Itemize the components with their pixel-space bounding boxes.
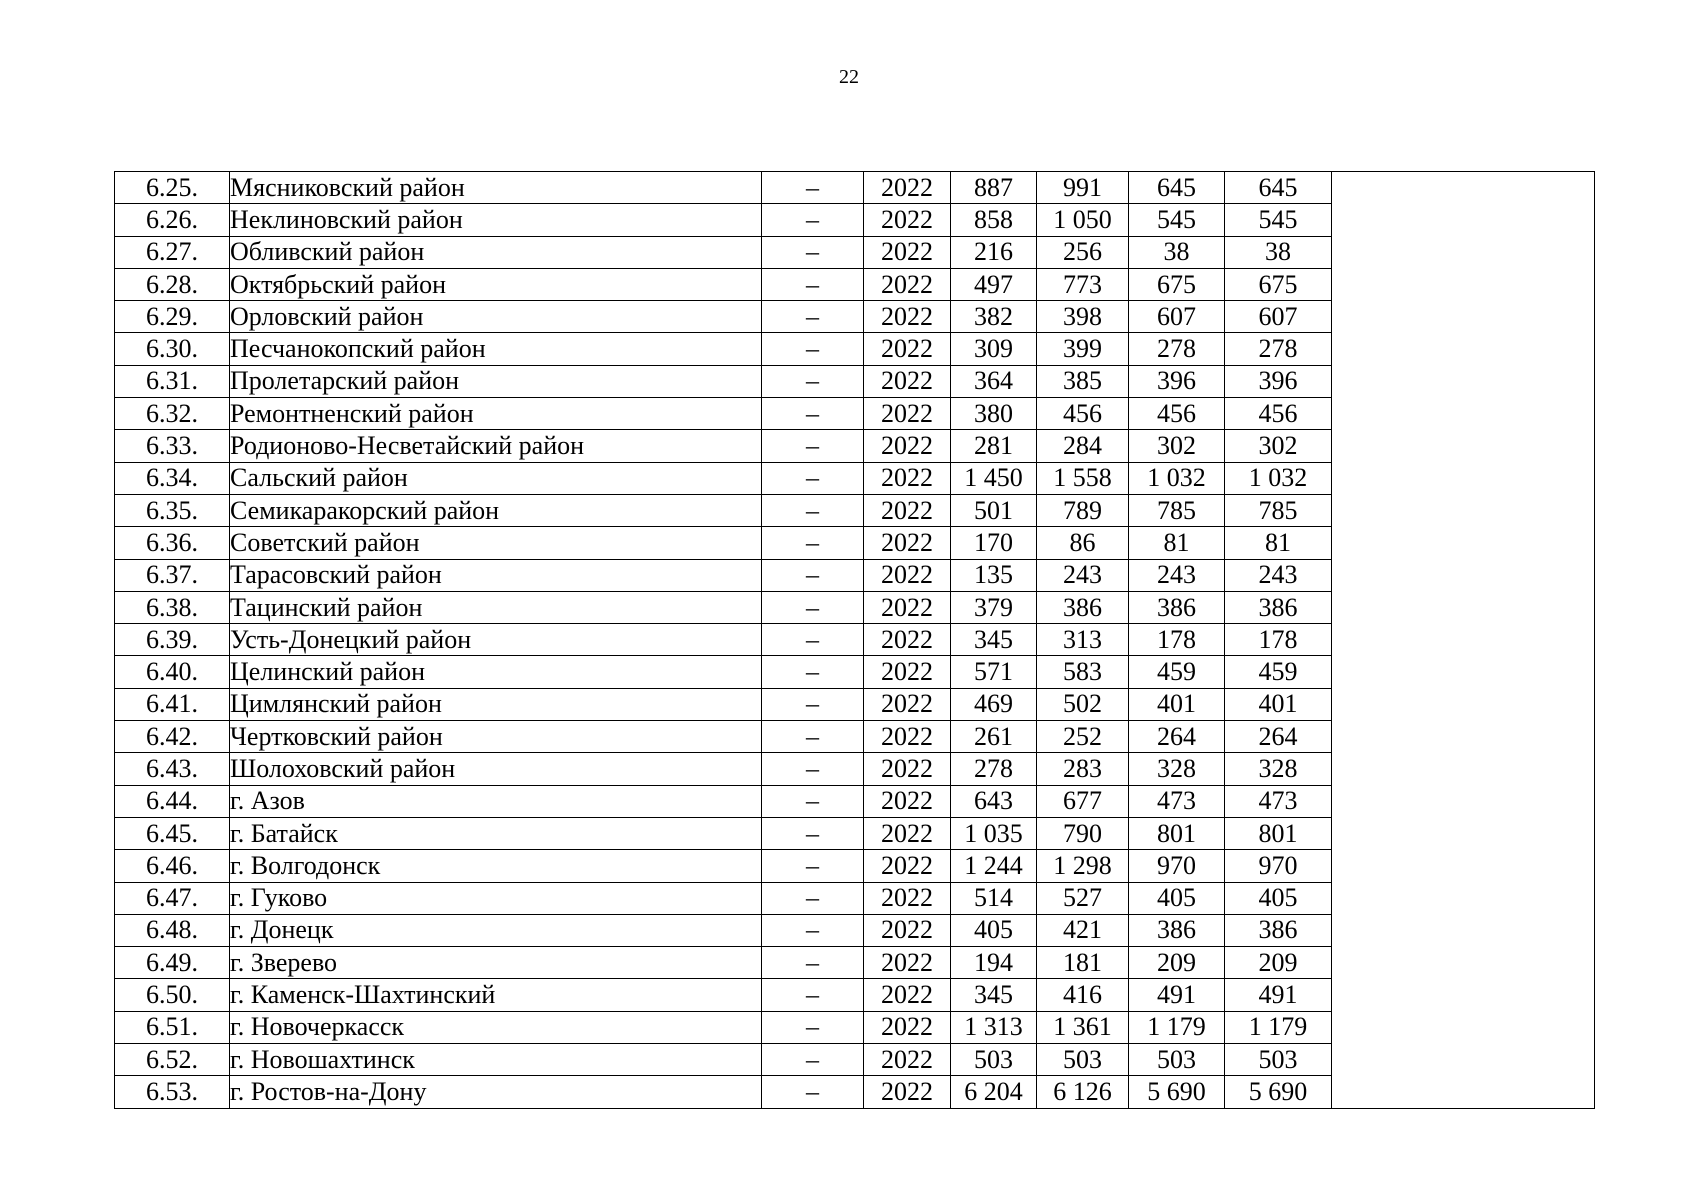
value-4-cell: 1 032 [1225, 462, 1332, 494]
year-cell: 2022 [864, 462, 951, 494]
year-cell: 2022 [864, 817, 951, 849]
value-4-cell: 503 [1225, 1044, 1332, 1076]
dash-cell: – [762, 398, 864, 430]
year-cell: 2022 [864, 527, 951, 559]
dash-cell: – [762, 559, 864, 591]
value-3-cell: 675 [1129, 268, 1225, 300]
value-2-cell: 773 [1037, 268, 1129, 300]
dash-cell: – [762, 817, 864, 849]
dash-cell: – [762, 236, 864, 268]
dash-cell: – [762, 1011, 864, 1043]
value-2-cell: 284 [1037, 430, 1129, 462]
value-3-cell: 491 [1129, 979, 1225, 1011]
year-cell: 2022 [864, 172, 951, 204]
value-3-cell: 801 [1129, 817, 1225, 849]
value-1-cell: 643 [951, 785, 1037, 817]
value-1-cell: 216 [951, 236, 1037, 268]
district-name-cell: Тацинский район [230, 591, 762, 623]
value-4-cell: 81 [1225, 527, 1332, 559]
row-number-cell: 6.31. [115, 365, 230, 397]
dash-cell: – [762, 914, 864, 946]
dash-cell: – [762, 1076, 864, 1108]
year-cell: 2022 [864, 850, 951, 882]
dash-cell: – [762, 624, 864, 656]
value-4-cell: 491 [1225, 979, 1332, 1011]
value-3-cell: 645 [1129, 172, 1225, 204]
value-1-cell: 6 204 [951, 1076, 1037, 1108]
value-1-cell: 1 450 [951, 462, 1037, 494]
district-name-cell: Орловский район [230, 301, 762, 333]
value-2-cell: 6 126 [1037, 1076, 1129, 1108]
value-4-cell: 396 [1225, 365, 1332, 397]
value-3-cell: 545 [1129, 204, 1225, 236]
district-name-cell: Родионово-Несветайский район [230, 430, 762, 462]
value-2-cell: 991 [1037, 172, 1129, 204]
dash-cell: – [762, 333, 864, 365]
dash-cell: – [762, 721, 864, 753]
value-1-cell: 501 [951, 494, 1037, 526]
dash-cell: – [762, 301, 864, 333]
district-name-cell: Пролетарский район [230, 365, 762, 397]
value-4-cell: 5 690 [1225, 1076, 1332, 1108]
value-2-cell: 527 [1037, 882, 1129, 914]
row-number-cell: 6.51. [115, 1011, 230, 1043]
year-cell: 2022 [864, 591, 951, 623]
district-name-cell: Советский район [230, 527, 762, 559]
value-4-cell: 386 [1225, 914, 1332, 946]
value-3-cell: 5 690 [1129, 1076, 1225, 1108]
data-table [114, 171, 1595, 1109]
value-4-cell: 302 [1225, 430, 1332, 462]
value-2-cell: 399 [1037, 333, 1129, 365]
district-name-cell: г. Ростов-на-Дону [230, 1076, 762, 1108]
value-1-cell: 364 [951, 365, 1037, 397]
value-2-cell: 502 [1037, 688, 1129, 720]
dash-cell: – [762, 365, 864, 397]
row-number-cell: 6.25. [115, 172, 230, 204]
value-4-cell: 38 [1225, 236, 1332, 268]
value-4-cell: 209 [1225, 947, 1332, 979]
value-2-cell: 583 [1037, 656, 1129, 688]
row-number-cell: 6.32. [115, 398, 230, 430]
district-name-cell: Целинский район [230, 656, 762, 688]
value-3-cell: 503 [1129, 1044, 1225, 1076]
row-number-cell: 6.30. [115, 333, 230, 365]
year-cell: 2022 [864, 753, 951, 785]
value-3-cell: 328 [1129, 753, 1225, 785]
year-cell: 2022 [864, 1044, 951, 1076]
row-number-cell: 6.46. [115, 850, 230, 882]
year-cell: 2022 [864, 721, 951, 753]
dash-cell: – [762, 1044, 864, 1076]
row-number-cell: 6.52. [115, 1044, 230, 1076]
dash-cell: – [762, 430, 864, 462]
year-cell: 2022 [864, 365, 951, 397]
value-3-cell: 1 032 [1129, 462, 1225, 494]
value-4-cell: 473 [1225, 785, 1332, 817]
row-number-cell: 6.42. [115, 721, 230, 753]
value-3-cell: 386 [1129, 591, 1225, 623]
district-name-cell: г. Батайск [230, 817, 762, 849]
district-name-cell: Усть-Донецкий район [230, 624, 762, 656]
dash-cell: – [762, 785, 864, 817]
value-3-cell: 264 [1129, 721, 1225, 753]
district-name-cell: Шолоховский район [230, 753, 762, 785]
value-3-cell: 38 [1129, 236, 1225, 268]
dash-cell: – [762, 204, 864, 236]
row-number-cell: 6.38. [115, 591, 230, 623]
value-4-cell: 785 [1225, 494, 1332, 526]
value-1-cell: 135 [951, 559, 1037, 591]
value-2-cell: 86 [1037, 527, 1129, 559]
dash-cell: – [762, 494, 864, 526]
value-4-cell: 243 [1225, 559, 1332, 591]
district-name-cell: Семикаракорский район [230, 494, 762, 526]
value-3-cell: 607 [1129, 301, 1225, 333]
value-1-cell: 309 [951, 333, 1037, 365]
value-1-cell: 469 [951, 688, 1037, 720]
year-cell: 2022 [864, 979, 951, 1011]
dash-cell: – [762, 947, 864, 979]
value-1-cell: 887 [951, 172, 1037, 204]
year-cell: 2022 [864, 914, 951, 946]
row-number-cell: 6.39. [115, 624, 230, 656]
district-name-cell: Неклиновский район [230, 204, 762, 236]
value-2-cell: 1 050 [1037, 204, 1129, 236]
value-2-cell: 421 [1037, 914, 1129, 946]
value-1-cell: 497 [951, 268, 1037, 300]
value-2-cell: 503 [1037, 1044, 1129, 1076]
value-3-cell: 81 [1129, 527, 1225, 559]
value-3-cell: 405 [1129, 882, 1225, 914]
year-cell: 2022 [864, 333, 951, 365]
row-number-cell: 6.53. [115, 1076, 230, 1108]
value-3-cell: 459 [1129, 656, 1225, 688]
value-3-cell: 278 [1129, 333, 1225, 365]
year-cell: 2022 [864, 559, 951, 591]
row-number-cell: 6.41. [115, 688, 230, 720]
value-3-cell: 1 179 [1129, 1011, 1225, 1043]
district-name-cell: г. Каменск-Шахтинский [230, 979, 762, 1011]
row-number-cell: 6.37. [115, 559, 230, 591]
value-1-cell: 345 [951, 979, 1037, 1011]
district-name-cell: г. Зверево [230, 947, 762, 979]
row-number-cell: 6.26. [115, 204, 230, 236]
value-3-cell: 401 [1129, 688, 1225, 720]
dash-cell: – [762, 172, 864, 204]
dash-cell: – [762, 979, 864, 1011]
value-2-cell: 456 [1037, 398, 1129, 430]
row-number-cell: 6.45. [115, 817, 230, 849]
value-1-cell: 379 [951, 591, 1037, 623]
value-3-cell: 178 [1129, 624, 1225, 656]
year-cell: 2022 [864, 688, 951, 720]
value-2-cell: 181 [1037, 947, 1129, 979]
district-name-cell: г. Азов [230, 785, 762, 817]
dash-cell: – [762, 753, 864, 785]
value-4-cell: 386 [1225, 591, 1332, 623]
year-cell: 2022 [864, 785, 951, 817]
year-cell: 2022 [864, 236, 951, 268]
value-1-cell: 261 [951, 721, 1037, 753]
value-1-cell: 345 [951, 624, 1037, 656]
row-number-cell: 6.48. [115, 914, 230, 946]
value-1-cell: 858 [951, 204, 1037, 236]
value-1-cell: 281 [951, 430, 1037, 462]
year-cell: 2022 [864, 947, 951, 979]
district-name-cell: Мясниковский район [230, 172, 762, 204]
district-name-cell: г. Донецк [230, 914, 762, 946]
table-row [115, 172, 1595, 204]
value-4-cell: 675 [1225, 268, 1332, 300]
value-4-cell: 328 [1225, 753, 1332, 785]
value-4-cell: 801 [1225, 817, 1332, 849]
value-1-cell: 571 [951, 656, 1037, 688]
year-cell: 2022 [864, 301, 951, 333]
district-name-cell: г. Гуково [230, 882, 762, 914]
page-number: 22 [839, 66, 859, 88]
value-2-cell: 283 [1037, 753, 1129, 785]
value-4-cell: 405 [1225, 882, 1332, 914]
value-4-cell: 264 [1225, 721, 1332, 753]
row-number-cell: 6.27. [115, 236, 230, 268]
value-2-cell: 1 298 [1037, 850, 1129, 882]
value-2-cell: 789 [1037, 494, 1129, 526]
value-1-cell: 503 [951, 1044, 1037, 1076]
dash-cell: – [762, 882, 864, 914]
empty-merged-cell [1332, 172, 1595, 1109]
value-1-cell: 405 [951, 914, 1037, 946]
value-4-cell: 401 [1225, 688, 1332, 720]
row-number-cell: 6.49. [115, 947, 230, 979]
value-4-cell: 459 [1225, 656, 1332, 688]
value-3-cell: 243 [1129, 559, 1225, 591]
value-1-cell: 514 [951, 882, 1037, 914]
row-number-cell: 6.50. [115, 979, 230, 1011]
value-2-cell: 398 [1037, 301, 1129, 333]
year-cell: 2022 [864, 624, 951, 656]
value-1-cell: 380 [951, 398, 1037, 430]
district-name-cell: Ремонтненский район [230, 398, 762, 430]
value-2-cell: 677 [1037, 785, 1129, 817]
year-cell: 2022 [864, 1011, 951, 1043]
table-body [115, 172, 1595, 1109]
value-3-cell: 456 [1129, 398, 1225, 430]
year-cell: 2022 [864, 1076, 951, 1108]
value-3-cell: 785 [1129, 494, 1225, 526]
value-2-cell: 416 [1037, 979, 1129, 1011]
dash-cell: – [762, 268, 864, 300]
value-2-cell: 313 [1037, 624, 1129, 656]
dash-cell: – [762, 656, 864, 688]
value-1-cell: 194 [951, 947, 1037, 979]
value-4-cell: 278 [1225, 333, 1332, 365]
value-3-cell: 473 [1129, 785, 1225, 817]
row-number-cell: 6.29. [115, 301, 230, 333]
value-2-cell: 1 558 [1037, 462, 1129, 494]
row-number-cell: 6.33. [115, 430, 230, 462]
value-3-cell: 209 [1129, 947, 1225, 979]
value-3-cell: 386 [1129, 914, 1225, 946]
district-name-cell: Обливский район [230, 236, 762, 268]
row-number-cell: 6.40. [115, 656, 230, 688]
value-3-cell: 302 [1129, 430, 1225, 462]
dash-cell: – [762, 688, 864, 720]
value-4-cell: 456 [1225, 398, 1332, 430]
dash-cell: – [762, 527, 864, 559]
value-1-cell: 382 [951, 301, 1037, 333]
value-4-cell: 545 [1225, 204, 1332, 236]
district-name-cell: г. Новошахтинск [230, 1044, 762, 1076]
value-1-cell: 1 313 [951, 1011, 1037, 1043]
value-2-cell: 243 [1037, 559, 1129, 591]
district-name-cell: г. Волгодонск [230, 850, 762, 882]
district-name-cell: Тарасовский район [230, 559, 762, 591]
value-2-cell: 256 [1037, 236, 1129, 268]
value-3-cell: 396 [1129, 365, 1225, 397]
row-number-cell: 6.43. [115, 753, 230, 785]
value-1-cell: 278 [951, 753, 1037, 785]
district-name-cell: Песчанокопский район [230, 333, 762, 365]
row-number-cell: 6.35. [115, 494, 230, 526]
row-number-cell: 6.44. [115, 785, 230, 817]
row-number-cell: 6.34. [115, 462, 230, 494]
value-2-cell: 790 [1037, 817, 1129, 849]
value-2-cell: 385 [1037, 365, 1129, 397]
district-name-cell: Чертковский район [230, 721, 762, 753]
value-4-cell: 178 [1225, 624, 1332, 656]
value-2-cell: 252 [1037, 721, 1129, 753]
year-cell: 2022 [864, 204, 951, 236]
value-1-cell: 1 035 [951, 817, 1037, 849]
value-3-cell: 970 [1129, 850, 1225, 882]
dash-cell: – [762, 850, 864, 882]
value-4-cell: 970 [1225, 850, 1332, 882]
value-4-cell: 1 179 [1225, 1011, 1332, 1043]
year-cell: 2022 [864, 398, 951, 430]
value-1-cell: 170 [951, 527, 1037, 559]
year-cell: 2022 [864, 494, 951, 526]
district-name-cell: Сальский район [230, 462, 762, 494]
year-cell: 2022 [864, 430, 951, 462]
value-2-cell: 386 [1037, 591, 1129, 623]
value-1-cell: 1 244 [951, 850, 1037, 882]
dash-cell: – [762, 462, 864, 494]
year-cell: 2022 [864, 882, 951, 914]
row-number-cell: 6.28. [115, 268, 230, 300]
district-name-cell: г. Новочеркасск [230, 1011, 762, 1043]
district-name-cell: Цимлянский район [230, 688, 762, 720]
year-cell: 2022 [864, 268, 951, 300]
district-name-cell: Октябрьский район [230, 268, 762, 300]
year-cell: 2022 [864, 656, 951, 688]
value-4-cell: 645 [1225, 172, 1332, 204]
value-2-cell: 1 361 [1037, 1011, 1129, 1043]
dash-cell: – [762, 591, 864, 623]
value-4-cell: 607 [1225, 301, 1332, 333]
row-number-cell: 6.36. [115, 527, 230, 559]
row-number-cell: 6.47. [115, 882, 230, 914]
